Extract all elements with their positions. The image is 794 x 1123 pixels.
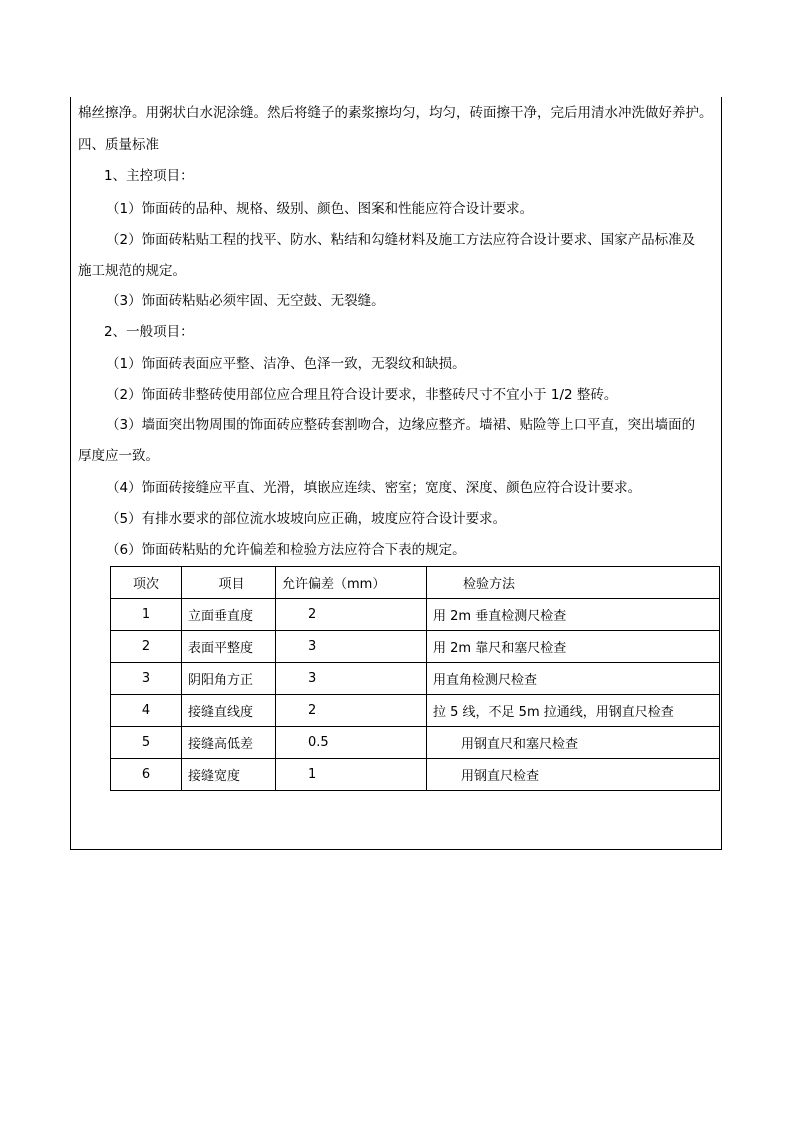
- cell-method: 用钢直尺检查: [427, 759, 720, 791]
- cell-index: 5: [111, 727, 182, 759]
- cell-method: 拉 5 线，不足 5m 拉通线，用钢直尺检查: [427, 695, 720, 727]
- cell-item: 接缝宽度: [182, 759, 276, 791]
- cell-method: 用直角检测尺检查: [427, 663, 720, 695]
- cell-item: 接缝直线度: [182, 695, 276, 727]
- cell-method: 用钢直尺和塞尺检查: [427, 727, 720, 759]
- general-item-6: （6）饰面砖粘贴的允许偏差和检验方法应符合下表的规定。: [106, 542, 466, 558]
- main-item-2-continued: 施工规范的规定。: [78, 263, 186, 279]
- general-item-4: （4）饰面砖接缝应平直、光滑，填嵌应连续、密室；宽度、深度、颜色应符合设计要求。: [106, 480, 642, 496]
- section-title: 四、质量标准: [78, 137, 159, 153]
- cell-tolerance: 3: [276, 663, 427, 695]
- header-index: 项次: [111, 567, 182, 599]
- general-item-1: （1）饰面砖表面应平整、洁净、色泽一致，无裂纹和缺损。: [106, 356, 466, 372]
- table-row: [111, 663, 720, 695]
- general-item-3: （3）墙面突出物周围的饰面砖应整砖套割吻合，边缘应整齐。墙裙、贴险等上口平直，突出墙面的: [106, 417, 696, 433]
- table-row: [111, 631, 720, 663]
- cell-index: 6: [111, 759, 182, 791]
- header-tolerance: 允许偏差（mm）: [276, 567, 427, 599]
- table-row: [111, 759, 720, 791]
- tolerance-table: [110, 566, 720, 791]
- cell-item: 阴阳角方正: [182, 663, 276, 695]
- main-item-1: （1）饰面砖的品种、规格、级别、颜色、图案和性能应符合设计要求。: [106, 201, 534, 217]
- cell-item: 立面垂直度: [182, 599, 276, 631]
- cell-index: 4: [111, 695, 182, 727]
- cell-tolerance: 2: [276, 695, 427, 727]
- cell-index: 2: [111, 631, 182, 663]
- header-method: 检验方法: [427, 567, 720, 599]
- cell-method: 用 2m 垂直检测尺检查: [427, 599, 720, 631]
- general-item-3-continued: 厚度应一致。: [78, 448, 159, 464]
- main-items-heading: 1、主控项目：: [104, 168, 194, 184]
- cell-tolerance: 1: [276, 759, 427, 791]
- header-item: 项目: [182, 567, 276, 599]
- paragraph-line: 棉丝擦净。用粥状白水泥涂缝。然后将缝子的素浆擦均匀，均匀，砖面擦干净，完后用清水冲洗做好养护。: [78, 105, 713, 121]
- cell-tolerance: 0.5: [276, 727, 427, 759]
- cell-item: 接缝高低差: [182, 727, 276, 759]
- general-items-heading: 2、一般项目：: [104, 324, 194, 340]
- cell-method: 用 2m 靠尺和塞尺检查: [427, 631, 720, 663]
- table-header-row: [111, 567, 720, 599]
- table-row: [111, 695, 720, 727]
- cell-tolerance: 2: [276, 599, 427, 631]
- table-row: [111, 599, 720, 631]
- cell-item: 表面平整度: [182, 631, 276, 663]
- cell-index: 1: [111, 599, 182, 631]
- general-item-5: （5）有排水要求的部位流水坡坡向应正确，坡度应符合设计要求。: [106, 511, 507, 527]
- cell-tolerance: 3: [276, 631, 427, 663]
- main-item-3: （3）饰面砖粘贴必须牢固、无空鼓、无裂缝。: [106, 293, 385, 309]
- cell-index: 3: [111, 663, 182, 695]
- general-item-2: （2）饰面砖非整砖使用部位应合理且符合设计要求，非整砖尺寸不宜小于 1/2 整砖。: [106, 387, 618, 403]
- main-item-2: （2）饰面砖粘贴工程的找平、防水、粘结和勾缝材料及施工方法应符合设计要求、国家产品标准及: [106, 232, 696, 248]
- table-row: [111, 727, 720, 759]
